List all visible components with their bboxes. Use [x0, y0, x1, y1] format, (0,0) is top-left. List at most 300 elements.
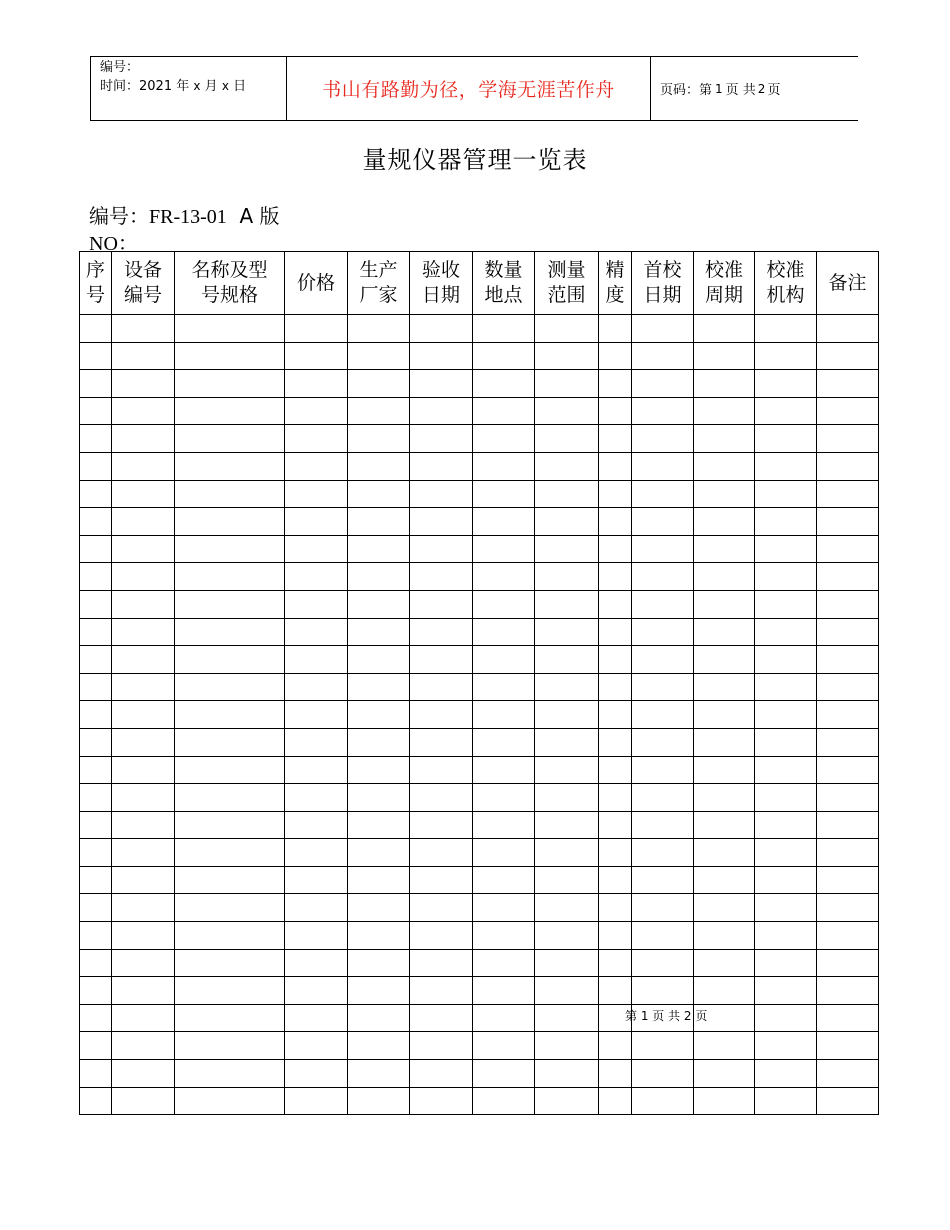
- table-cell[interactable]: [410, 563, 473, 591]
- table-cell[interactable]: [112, 342, 175, 370]
- table-cell[interactable]: [285, 977, 348, 1005]
- table-cell[interactable]: [175, 590, 285, 618]
- table-cell[interactable]: [348, 866, 410, 894]
- table-cell[interactable]: [755, 701, 817, 729]
- table-cell[interactable]: [632, 563, 694, 591]
- table-cell[interactable]: [175, 1032, 285, 1060]
- table-cell[interactable]: [410, 839, 473, 867]
- table-cell[interactable]: [80, 894, 112, 922]
- table-cell[interactable]: [175, 397, 285, 425]
- table-cell[interactable]: [632, 590, 694, 618]
- table-cell[interactable]: [285, 866, 348, 894]
- table-cell[interactable]: [80, 728, 112, 756]
- table-cell[interactable]: [473, 342, 535, 370]
- table-cell[interactable]: [535, 535, 599, 563]
- table-cell[interactable]: [175, 535, 285, 563]
- table-cell[interactable]: [473, 756, 535, 784]
- table-cell[interactable]: [694, 590, 755, 618]
- table-cell[interactable]: [410, 342, 473, 370]
- table-cell[interactable]: [817, 1060, 879, 1088]
- table-cell[interactable]: [817, 508, 879, 536]
- table-cell[interactable]: [535, 756, 599, 784]
- table-cell[interactable]: [599, 728, 632, 756]
- table-cell[interactable]: [599, 480, 632, 508]
- table-cell[interactable]: [473, 894, 535, 922]
- table-cell[interactable]: [80, 563, 112, 591]
- table-cell[interactable]: [535, 618, 599, 646]
- table-cell[interactable]: [175, 480, 285, 508]
- table-cell[interactable]: [535, 922, 599, 950]
- table-cell[interactable]: [175, 1004, 285, 1032]
- table-cell[interactable]: [80, 370, 112, 398]
- table-cell[interactable]: [410, 756, 473, 784]
- table-cell[interactable]: [535, 811, 599, 839]
- table-cell[interactable]: [285, 922, 348, 950]
- table-cell[interactable]: [285, 590, 348, 618]
- table-cell[interactable]: [80, 977, 112, 1005]
- table-cell[interactable]: [694, 342, 755, 370]
- table-cell[interactable]: [285, 1004, 348, 1032]
- table-cell[interactable]: [632, 480, 694, 508]
- table-cell[interactable]: [175, 1087, 285, 1115]
- table-cell[interactable]: [112, 728, 175, 756]
- table-cell[interactable]: [410, 866, 473, 894]
- table-cell[interactable]: [817, 1032, 879, 1060]
- table-cell[interactable]: [410, 480, 473, 508]
- table-cell[interactable]: [348, 756, 410, 784]
- table-cell[interactable]: [632, 949, 694, 977]
- table-cell[interactable]: [112, 535, 175, 563]
- table-cell[interactable]: [535, 646, 599, 674]
- table-cell[interactable]: [80, 866, 112, 894]
- table-cell[interactable]: [599, 315, 632, 343]
- table-cell[interactable]: [755, 618, 817, 646]
- table-cell[interactable]: [535, 894, 599, 922]
- table-cell[interactable]: [535, 701, 599, 729]
- table-cell[interactable]: [112, 894, 175, 922]
- table-cell[interactable]: [694, 315, 755, 343]
- table-cell[interactable]: [175, 701, 285, 729]
- table-cell[interactable]: [632, 977, 694, 1005]
- table-cell[interactable]: [599, 590, 632, 618]
- table-cell[interactable]: [599, 646, 632, 674]
- table-cell[interactable]: [80, 1004, 112, 1032]
- table-cell[interactable]: [285, 728, 348, 756]
- table-cell[interactable]: [817, 646, 879, 674]
- table-cell[interactable]: [535, 784, 599, 812]
- table-cell[interactable]: [694, 397, 755, 425]
- table-cell[interactable]: [285, 315, 348, 343]
- table-cell[interactable]: [348, 728, 410, 756]
- table-cell[interactable]: [348, 1032, 410, 1060]
- table-cell[interactable]: [817, 701, 879, 729]
- table-cell[interactable]: [80, 839, 112, 867]
- table-cell[interactable]: [632, 535, 694, 563]
- table-cell[interactable]: [175, 894, 285, 922]
- table-cell[interactable]: [755, 1060, 817, 1088]
- table-cell[interactable]: [535, 728, 599, 756]
- table-cell[interactable]: [817, 894, 879, 922]
- table-cell[interactable]: [599, 784, 632, 812]
- table-cell[interactable]: [473, 1087, 535, 1115]
- table-cell[interactable]: [285, 425, 348, 453]
- table-cell[interactable]: [632, 1060, 694, 1088]
- table-cell[interactable]: [410, 452, 473, 480]
- table-cell[interactable]: [348, 618, 410, 646]
- table-cell[interactable]: [632, 1087, 694, 1115]
- table-cell[interactable]: [694, 673, 755, 701]
- table-cell[interactable]: [410, 1060, 473, 1088]
- table-cell[interactable]: [817, 1004, 879, 1032]
- table-cell[interactable]: [410, 673, 473, 701]
- table-cell[interactable]: [599, 397, 632, 425]
- table-cell[interactable]: [755, 894, 817, 922]
- table-cell[interactable]: [632, 508, 694, 536]
- table-cell[interactable]: [112, 397, 175, 425]
- table-cell[interactable]: [175, 1060, 285, 1088]
- table-cell[interactable]: [694, 894, 755, 922]
- table-cell[interactable]: [175, 922, 285, 950]
- table-cell[interactable]: [632, 618, 694, 646]
- table-cell[interactable]: [348, 1004, 410, 1032]
- table-cell[interactable]: [348, 480, 410, 508]
- table-cell[interactable]: [473, 673, 535, 701]
- table-cell[interactable]: [599, 1032, 632, 1060]
- table-cell[interactable]: [348, 397, 410, 425]
- table-cell[interactable]: [348, 701, 410, 729]
- table-cell[interactable]: [599, 977, 632, 1005]
- table-cell[interactable]: [80, 756, 112, 784]
- table-cell[interactable]: [112, 1004, 175, 1032]
- table-cell[interactable]: [599, 811, 632, 839]
- table-cell[interactable]: [817, 370, 879, 398]
- table-cell[interactable]: [817, 590, 879, 618]
- table-cell[interactable]: [755, 1004, 817, 1032]
- table-cell[interactable]: [473, 452, 535, 480]
- table-cell[interactable]: [80, 646, 112, 674]
- table-cell[interactable]: [112, 646, 175, 674]
- table-cell[interactable]: [473, 977, 535, 1005]
- table-cell[interactable]: [348, 949, 410, 977]
- table-cell[interactable]: [410, 701, 473, 729]
- table-cell[interactable]: [694, 508, 755, 536]
- table-cell[interactable]: [535, 480, 599, 508]
- table-cell[interactable]: [348, 370, 410, 398]
- table-cell[interactable]: [535, 839, 599, 867]
- table-cell[interactable]: [348, 1087, 410, 1115]
- table-cell[interactable]: [348, 894, 410, 922]
- table-cell[interactable]: [80, 949, 112, 977]
- table-cell[interactable]: [175, 425, 285, 453]
- table-cell[interactable]: [473, 508, 535, 536]
- table-cell[interactable]: [694, 977, 755, 1005]
- table-cell[interactable]: [632, 342, 694, 370]
- table-cell[interactable]: [473, 370, 535, 398]
- table-cell[interactable]: [285, 563, 348, 591]
- table-cell[interactable]: [285, 1060, 348, 1088]
- table-cell[interactable]: [285, 1032, 348, 1060]
- table-cell[interactable]: [694, 618, 755, 646]
- table-cell[interactable]: [694, 646, 755, 674]
- table-cell[interactable]: [348, 535, 410, 563]
- table-cell[interactable]: [473, 784, 535, 812]
- table-cell[interactable]: [348, 508, 410, 536]
- table-cell[interactable]: [632, 894, 694, 922]
- table-cell[interactable]: [755, 728, 817, 756]
- table-cell[interactable]: [80, 1032, 112, 1060]
- table-cell[interactable]: [112, 756, 175, 784]
- table-cell[interactable]: [632, 756, 694, 784]
- table-cell[interactable]: [755, 1032, 817, 1060]
- table-cell[interactable]: [817, 811, 879, 839]
- table-cell[interactable]: [175, 370, 285, 398]
- table-cell[interactable]: [755, 342, 817, 370]
- table-cell[interactable]: [755, 949, 817, 977]
- table-cell[interactable]: [473, 701, 535, 729]
- table-cell[interactable]: [694, 701, 755, 729]
- table-cell[interactable]: [694, 425, 755, 453]
- table-cell[interactable]: [694, 728, 755, 756]
- table-cell[interactable]: [755, 839, 817, 867]
- table-cell[interactable]: [175, 508, 285, 536]
- table-cell[interactable]: [285, 452, 348, 480]
- table-cell[interactable]: [175, 728, 285, 756]
- table-cell[interactable]: [175, 839, 285, 867]
- table-cell[interactable]: [755, 1087, 817, 1115]
- table-cell[interactable]: [285, 370, 348, 398]
- table-cell[interactable]: [473, 425, 535, 453]
- table-cell[interactable]: [80, 425, 112, 453]
- table-cell[interactable]: [817, 425, 879, 453]
- table-cell[interactable]: [817, 480, 879, 508]
- table-cell[interactable]: [285, 342, 348, 370]
- table-cell[interactable]: [112, 590, 175, 618]
- table-cell[interactable]: [410, 397, 473, 425]
- table-cell[interactable]: [348, 811, 410, 839]
- table-cell[interactable]: [285, 839, 348, 867]
- table-cell[interactable]: [535, 508, 599, 536]
- table-cell[interactable]: [473, 811, 535, 839]
- table-cell[interactable]: [694, 784, 755, 812]
- table-cell[interactable]: [755, 315, 817, 343]
- table-cell[interactable]: [535, 1060, 599, 1088]
- table-cell[interactable]: [599, 370, 632, 398]
- table-cell[interactable]: [410, 370, 473, 398]
- table-cell[interactable]: [599, 839, 632, 867]
- table-cell[interactable]: [817, 315, 879, 343]
- table-cell[interactable]: [410, 508, 473, 536]
- table-cell[interactable]: [112, 784, 175, 812]
- table-cell[interactable]: [755, 673, 817, 701]
- table-cell[interactable]: [694, 922, 755, 950]
- table-cell[interactable]: [80, 1060, 112, 1088]
- table-cell[interactable]: [694, 563, 755, 591]
- table-cell[interactable]: [112, 452, 175, 480]
- table-cell[interactable]: [80, 673, 112, 701]
- table-cell[interactable]: [632, 673, 694, 701]
- table-cell[interactable]: [599, 452, 632, 480]
- table-cell[interactable]: [175, 563, 285, 591]
- table-cell[interactable]: [175, 949, 285, 977]
- table-cell[interactable]: [80, 784, 112, 812]
- table-cell[interactable]: [755, 590, 817, 618]
- table-cell[interactable]: [694, 452, 755, 480]
- table-cell[interactable]: [599, 949, 632, 977]
- table-cell[interactable]: [410, 425, 473, 453]
- table-cell[interactable]: [112, 1032, 175, 1060]
- table-cell[interactable]: [80, 811, 112, 839]
- table-cell[interactable]: [80, 508, 112, 536]
- table-cell[interactable]: [473, 728, 535, 756]
- table-cell[interactable]: [817, 535, 879, 563]
- table-cell[interactable]: [473, 1060, 535, 1088]
- table-cell[interactable]: [694, 839, 755, 867]
- table-cell[interactable]: [285, 784, 348, 812]
- table-cell[interactable]: [755, 866, 817, 894]
- table-cell[interactable]: [80, 922, 112, 950]
- table-cell[interactable]: [632, 370, 694, 398]
- table-cell[interactable]: [285, 397, 348, 425]
- table-cell[interactable]: [535, 425, 599, 453]
- table-cell[interactable]: [632, 866, 694, 894]
- table-cell[interactable]: [755, 535, 817, 563]
- table-cell[interactable]: [473, 590, 535, 618]
- table-cell[interactable]: [632, 922, 694, 950]
- table-cell[interactable]: [755, 922, 817, 950]
- table-cell[interactable]: [817, 452, 879, 480]
- table-cell[interactable]: [535, 673, 599, 701]
- table-cell[interactable]: [535, 977, 599, 1005]
- table-cell[interactable]: [694, 866, 755, 894]
- table-cell[interactable]: [632, 701, 694, 729]
- table-cell[interactable]: [112, 480, 175, 508]
- table-cell[interactable]: [632, 646, 694, 674]
- table-cell[interactable]: [535, 370, 599, 398]
- table-cell[interactable]: [112, 315, 175, 343]
- table-cell[interactable]: [755, 784, 817, 812]
- table-cell[interactable]: [817, 784, 879, 812]
- table-cell[interactable]: [599, 866, 632, 894]
- table-cell[interactable]: [410, 784, 473, 812]
- table-cell[interactable]: [473, 397, 535, 425]
- table-cell[interactable]: [473, 839, 535, 867]
- table-cell[interactable]: [473, 866, 535, 894]
- table-cell[interactable]: [175, 756, 285, 784]
- table-cell[interactable]: [599, 342, 632, 370]
- table-cell[interactable]: [599, 673, 632, 701]
- table-cell[interactable]: [599, 756, 632, 784]
- table-cell[interactable]: [535, 1004, 599, 1032]
- table-cell[interactable]: [175, 784, 285, 812]
- table-cell[interactable]: [599, 701, 632, 729]
- table-cell[interactable]: [112, 866, 175, 894]
- table-cell[interactable]: [80, 701, 112, 729]
- table-cell[interactable]: [535, 1032, 599, 1060]
- table-cell[interactable]: [694, 1032, 755, 1060]
- table-cell[interactable]: [473, 1032, 535, 1060]
- table-cell[interactable]: [694, 949, 755, 977]
- table-cell[interactable]: [632, 452, 694, 480]
- table-cell[interactable]: [817, 563, 879, 591]
- table-cell[interactable]: [410, 1087, 473, 1115]
- table-cell[interactable]: [817, 342, 879, 370]
- table-cell[interactable]: [80, 1087, 112, 1115]
- table-cell[interactable]: [694, 756, 755, 784]
- table-cell[interactable]: [599, 618, 632, 646]
- table-cell[interactable]: [410, 949, 473, 977]
- table-cell[interactable]: [755, 811, 817, 839]
- table-cell[interactable]: [535, 452, 599, 480]
- table-cell[interactable]: [694, 1060, 755, 1088]
- table-cell[interactable]: [348, 342, 410, 370]
- table-cell[interactable]: [535, 590, 599, 618]
- table-cell[interactable]: [348, 452, 410, 480]
- table-cell[interactable]: [473, 949, 535, 977]
- table-cell[interactable]: [817, 1087, 879, 1115]
- table-cell[interactable]: [632, 315, 694, 343]
- table-cell[interactable]: [755, 425, 817, 453]
- table-cell[interactable]: [348, 839, 410, 867]
- table-cell[interactable]: [755, 977, 817, 1005]
- table-cell[interactable]: [817, 728, 879, 756]
- table-cell[interactable]: [535, 1087, 599, 1115]
- table-cell[interactable]: [535, 397, 599, 425]
- table-cell[interactable]: [348, 590, 410, 618]
- table-cell[interactable]: [410, 811, 473, 839]
- table-cell[interactable]: [112, 811, 175, 839]
- table-cell[interactable]: [80, 342, 112, 370]
- table-cell[interactable]: [410, 315, 473, 343]
- table-cell[interactable]: [348, 425, 410, 453]
- table-cell[interactable]: [410, 894, 473, 922]
- table-cell[interactable]: [755, 563, 817, 591]
- table-cell[interactable]: [112, 839, 175, 867]
- table-cell[interactable]: [694, 1087, 755, 1115]
- table-cell[interactable]: [175, 977, 285, 1005]
- table-cell[interactable]: [599, 1060, 632, 1088]
- table-cell[interactable]: [410, 1004, 473, 1032]
- table-cell[interactable]: [755, 397, 817, 425]
- table-cell[interactable]: [348, 646, 410, 674]
- table-cell[interactable]: [694, 811, 755, 839]
- table-cell[interactable]: [599, 922, 632, 950]
- table-cell[interactable]: [410, 977, 473, 1005]
- table-cell[interactable]: [285, 756, 348, 784]
- table-cell[interactable]: [80, 397, 112, 425]
- table-cell[interactable]: [755, 480, 817, 508]
- table-cell[interactable]: [285, 1087, 348, 1115]
- table-cell[interactable]: [285, 673, 348, 701]
- table-cell[interactable]: [755, 756, 817, 784]
- table-cell[interactable]: [285, 949, 348, 977]
- table-cell[interactable]: [817, 977, 879, 1005]
- table-cell[interactable]: [473, 480, 535, 508]
- table-cell[interactable]: [285, 701, 348, 729]
- table-cell[interactable]: [348, 563, 410, 591]
- table-cell[interactable]: [473, 646, 535, 674]
- table-cell[interactable]: [599, 1087, 632, 1115]
- table-cell[interactable]: [112, 922, 175, 950]
- table-cell[interactable]: [632, 811, 694, 839]
- table-cell[interactable]: [473, 535, 535, 563]
- table-cell[interactable]: [535, 563, 599, 591]
- table-cell[interactable]: [473, 315, 535, 343]
- table-cell[interactable]: [348, 315, 410, 343]
- table-cell[interactable]: [535, 342, 599, 370]
- table-cell[interactable]: [410, 922, 473, 950]
- table-cell[interactable]: [755, 370, 817, 398]
- table-cell[interactable]: [175, 342, 285, 370]
